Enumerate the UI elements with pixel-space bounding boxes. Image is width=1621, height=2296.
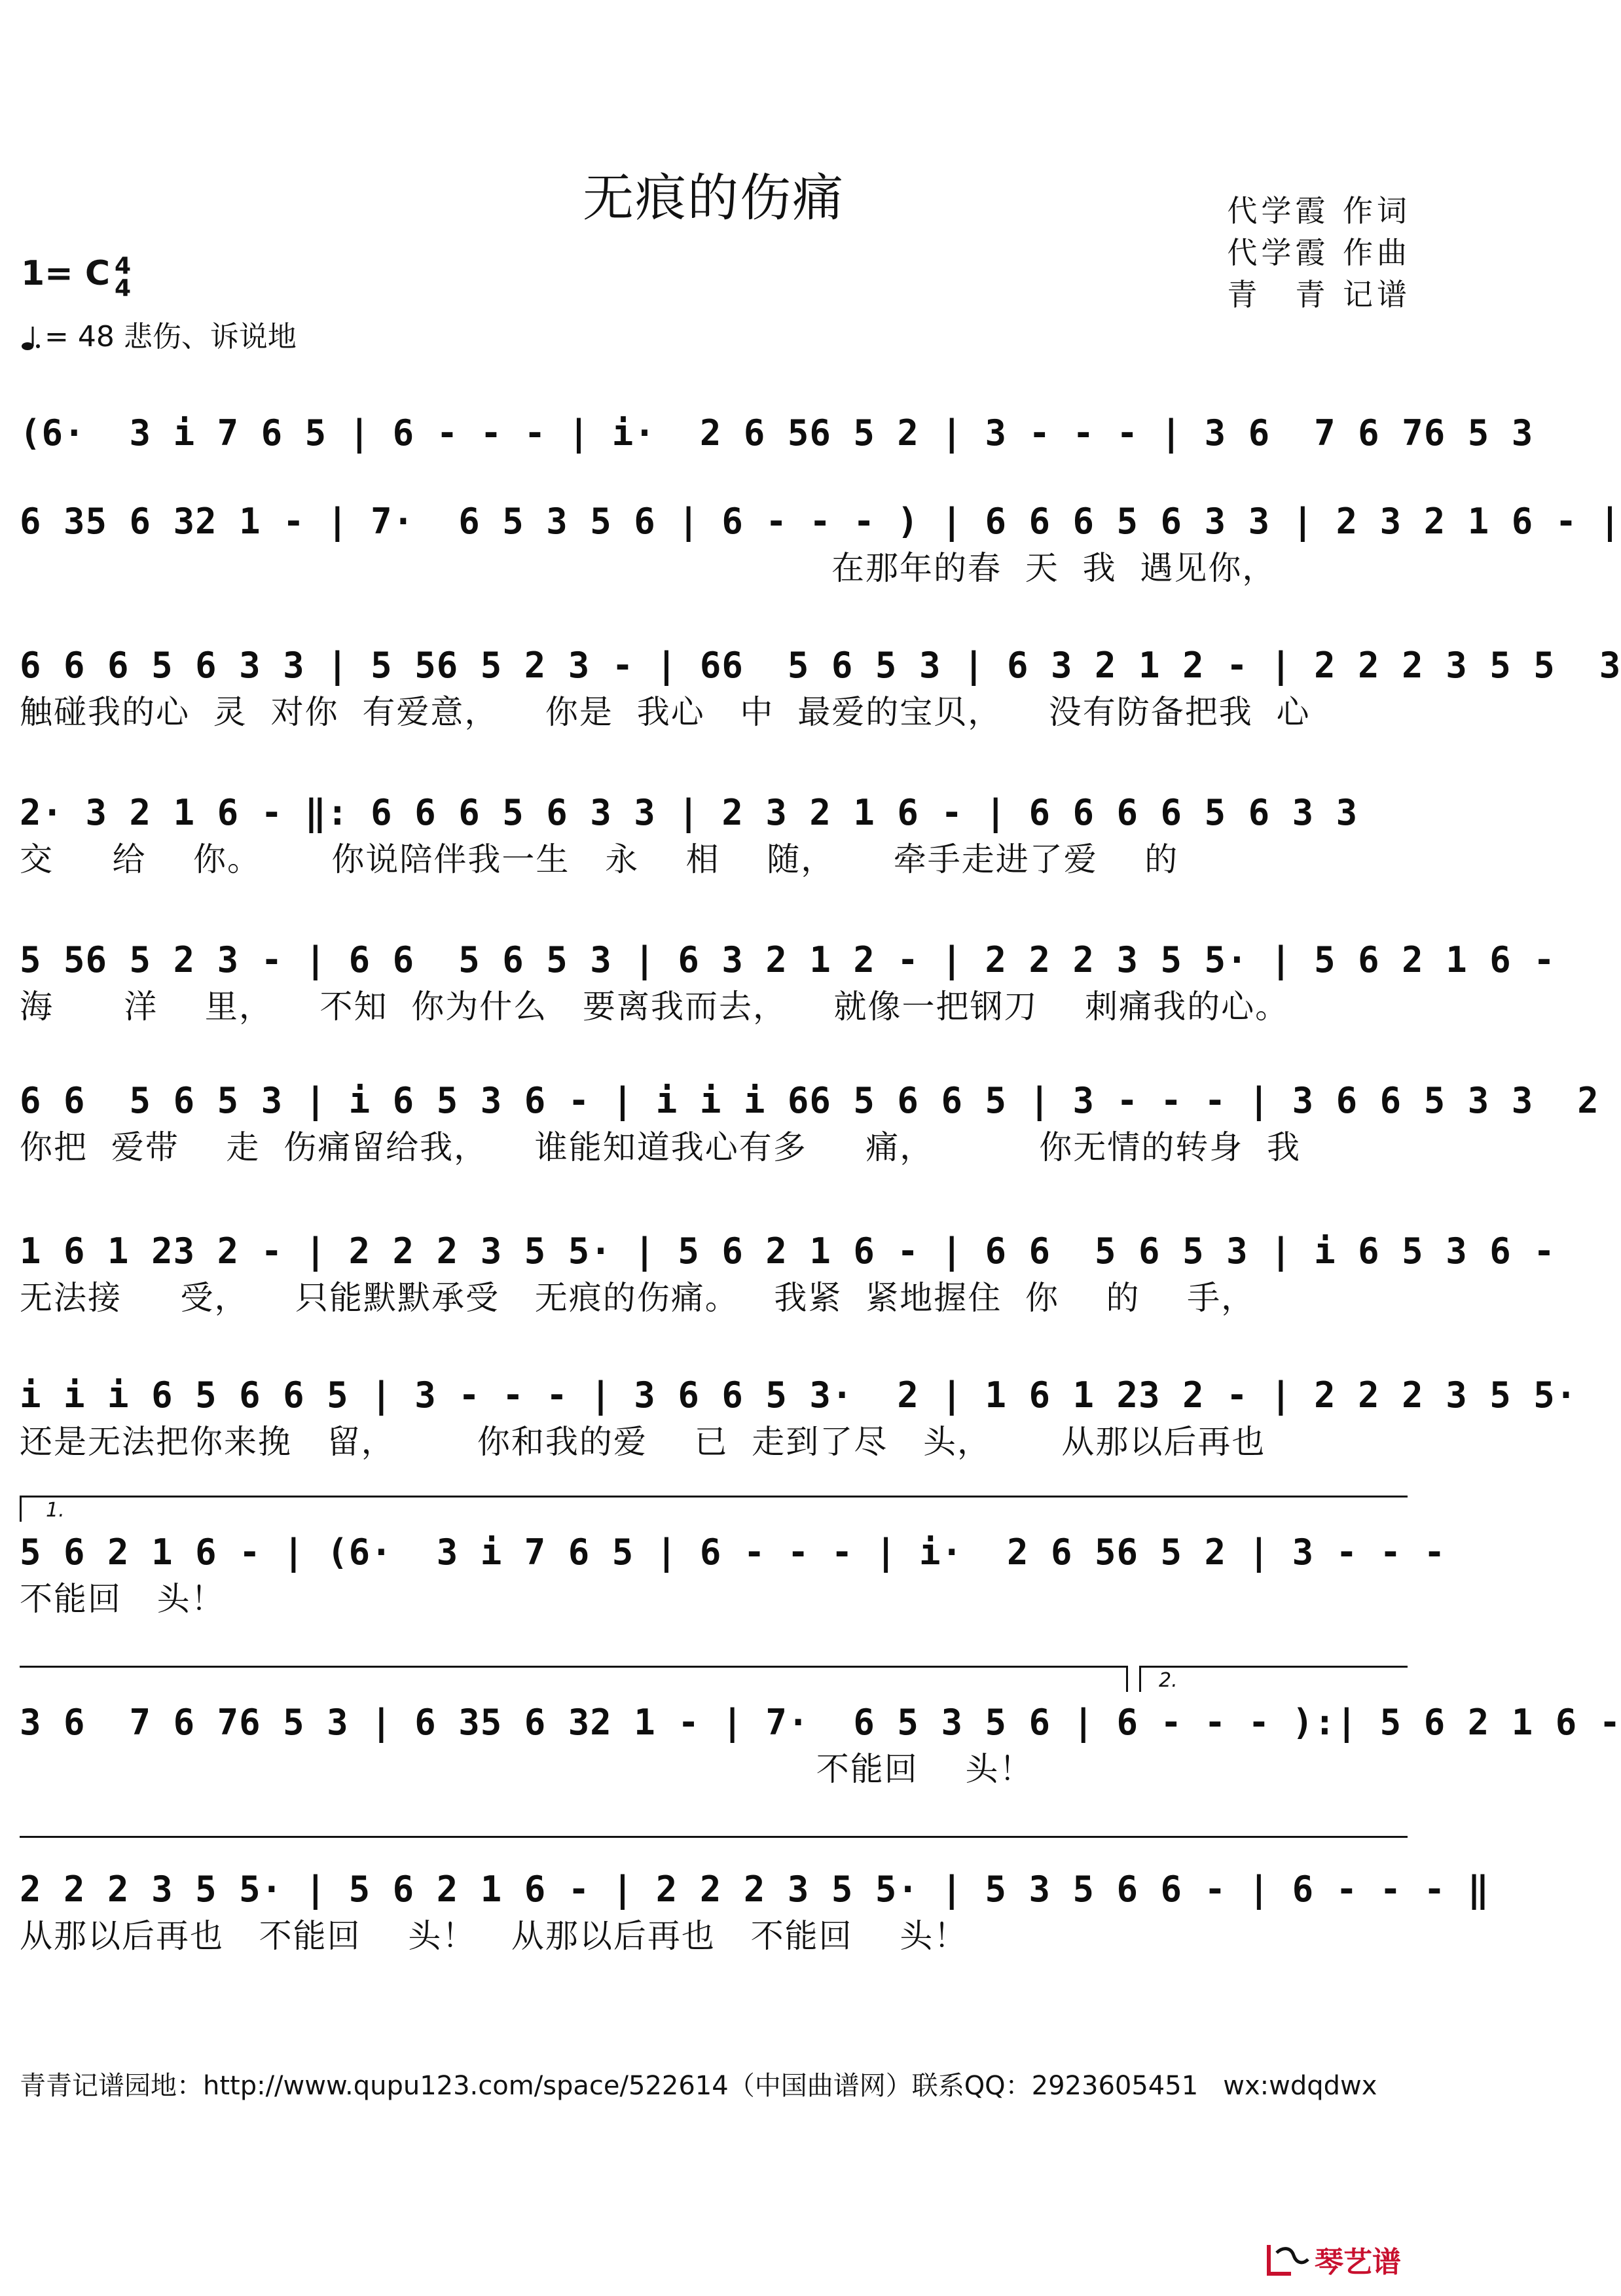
staff-row bbox=[20, 1702, 1621, 1790]
lyrics-line: 海 洋 里， 不知 你为什么 要离我而去， 就像一把钢刀 刺痛我的心。 bbox=[20, 988, 1290, 1026]
lyrics-line: 不能回 头！ bbox=[20, 1580, 225, 1618]
page-title: 无痕的伤痛 bbox=[582, 169, 845, 228]
first-ending-continuation bbox=[20, 1666, 1126, 1668]
lyrics-line: 无法接 受， 只能默默承受 无痕的伤痛。 我紧 紧地握住 你 的 手， bbox=[20, 1279, 1256, 1317]
lyrics-line: 交 给 你。 你说陪伴我一生 永 相 随， 牵手走进了爱 的 bbox=[20, 840, 1179, 878]
staff-row bbox=[20, 939, 1556, 1028]
time-signature-top: 4 bbox=[115, 253, 132, 279]
first-ending-bracket bbox=[20, 1496, 1408, 1498]
key-signature: 1= C bbox=[21, 254, 111, 293]
notes-line: i i i 6 5 6 6 5 | 3 - - - | 3 6 6 5 3· 2 | 1 6 1 23 2 - | 2 2 2 3 5 5· bbox=[20, 1374, 1578, 1416]
first-ending-end-tick bbox=[1126, 1666, 1128, 1692]
second-ending-bracket bbox=[1139, 1666, 1408, 1668]
first-ending-label: 1. bbox=[46, 1499, 65, 1522]
staff-row bbox=[20, 501, 1621, 589]
second-ending-bracket-tick bbox=[1139, 1666, 1141, 1692]
staff-row bbox=[20, 792, 1408, 880]
lyrics-line: 不能回 头！ bbox=[20, 1750, 1034, 1788]
lyrics-line: 在那年的春 天 我 遇见你， bbox=[831, 549, 1277, 587]
staff-row bbox=[20, 1374, 1578, 1463]
qinyipu-logo-icon bbox=[1265, 2240, 1311, 2279]
notes-line: 6 6 5 6 5 3 | i 6 5 3 6 - | i i i 66 5 6 6 5 | 3 - - - | 3 6 6 5 3 3 2 bbox=[20, 1080, 1599, 1121]
staff-row bbox=[20, 412, 1534, 454]
transcriber-credit: 青 青 记谱 bbox=[1227, 277, 1411, 312]
staff-row bbox=[20, 1869, 1490, 1957]
notes-line: 2 2 2 3 5 5· | 5 6 2 1 6 - | 2 2 2 3 5 5· | 5 3 5 6 6 - | 6 - - - ‖ bbox=[20, 1869, 1490, 1910]
staff-row bbox=[20, 1080, 1599, 1168]
notes-line: (6· 3 i 7 6 5 | 6 - - - | i· 2 6 56 5 2 | 3 - - - | 3 6 7 6 76 5 3 bbox=[20, 412, 1534, 454]
staff-row bbox=[20, 645, 1621, 733]
notes-line: 5 6 2 1 6 - | (6· 3 i 7 6 5 | 6 - - - | i· 2 6 56 5 2 | 3 - - - bbox=[20, 1532, 1446, 1573]
notes-line: 1 6 1 23 2 - | 2 2 2 3 5 5· | 5 6 2 1 6 - | 6 6 5 6 5 3 | i 6 5 3 6 - bbox=[20, 1230, 1556, 1272]
notes-line: 2· 3 2 1 6 - ‖: 6 6 6 5 6 3 3 | 2 3 2 1 6 - | 6 6 6 6 5 6 3 3 bbox=[20, 792, 1358, 833]
lyrics-line: 触碰我的心 灵 对你 有爱意， 你是 我心 中 最爱的宝贝， 没有防备把我 心 bbox=[20, 693, 1311, 731]
brand-logo bbox=[1265, 2238, 1401, 2280]
credits bbox=[1227, 190, 1411, 315]
lyrics-line: 你把 爱带 走 伤痛留给我， 谁能知道我心有多 痛， 你无情的转身 我 bbox=[20, 1128, 1302, 1166]
lyricist-credit: 代学霞 作词 bbox=[1227, 193, 1411, 228]
staff-row bbox=[20, 1230, 1556, 1319]
second-ending-label: 2. bbox=[1159, 1669, 1178, 1692]
notes-line: 5 56 5 2 3 - | 6 6 5 6 5 3 | 6 3 2 1 2 - | 2 2 2 3 5 5· | 5 6 2 1 6 - bbox=[20, 939, 1556, 980]
footer-contact: 青青记谱园地：http://www.qupu123.com/space/522614（中国曲谱网）联系QQ：2923605451 wx:wdqdwx bbox=[20, 2071, 1377, 2101]
lyrics-line: 从那以后再也 不能回 头！ 从那以后再也 不能回 头！ bbox=[20, 1917, 968, 1955]
first-ending-bracket-tick bbox=[20, 1496, 22, 1522]
staff-row bbox=[20, 1532, 1446, 1620]
lyrics-line: 还是无法把你来挽 留， 你和我的爱 已 走到了尽 头， 从那以后再也 bbox=[20, 1423, 1266, 1461]
second-ending-continuation bbox=[20, 1836, 1408, 1838]
time-signature-bottom: 4 bbox=[115, 275, 132, 302]
notes-line: 6 6 6 5 6 3 3 | 5 56 5 2 3 - | 66 5 6 5 3 | 6 3 2 1 2 - | 2 2 2 3 5 5 3 bbox=[20, 645, 1621, 686]
dotted-quarter-note-icon bbox=[21, 325, 45, 351]
time-signature bbox=[115, 255, 131, 300]
notes-line: 6 35 6 32 1 - | 7· 6 5 3 5 6 | 6 - - - ) | 6 6 6 5 6 3 3 | 2 3 2 1 6 - | bbox=[20, 501, 1621, 542]
tempo-marking bbox=[21, 313, 297, 355]
composer-credit: 代学霞 作曲 bbox=[1227, 235, 1411, 270]
notes-line: 3 6 7 6 76 5 3 | 6 35 6 32 1 - | 7· 6 5 3 5 6 | 6 - - - ):| 5 6 2 1 6 - bbox=[20, 1702, 1621, 1743]
logo-text: 琴艺谱 bbox=[1315, 2246, 1401, 2279]
tempo-text: = 48 悲伤、诉说地 bbox=[45, 320, 297, 353]
